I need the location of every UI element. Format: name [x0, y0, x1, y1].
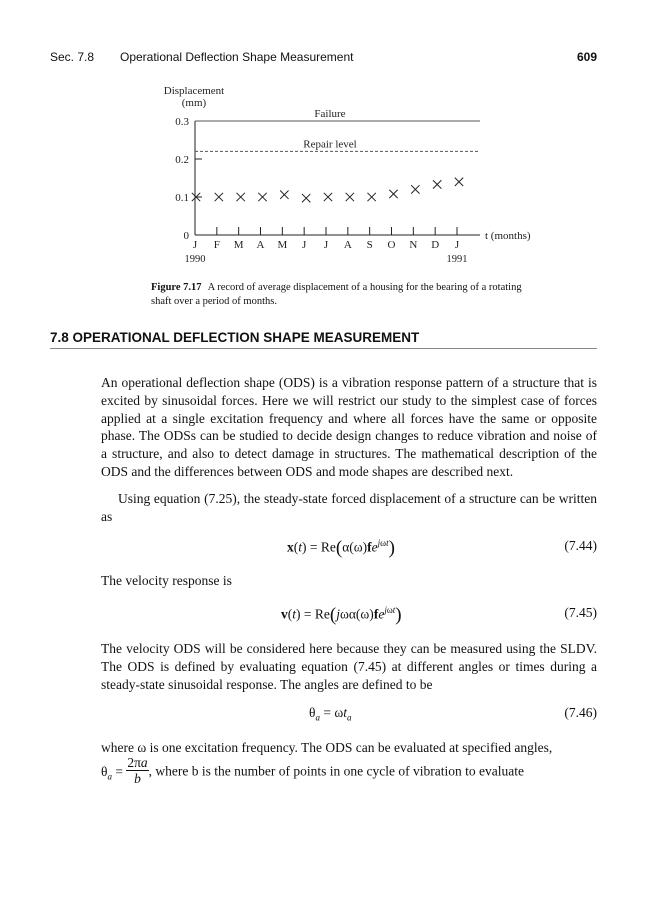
- data-point: [236, 193, 244, 201]
- equation-7-45-number: (7.45): [564, 605, 597, 620]
- x-tick-label: J: [302, 239, 307, 251]
- equation-7-46: [101, 705, 597, 727]
- paragraph-excitation-frequency: where ω is one excitation frequency. The ODS can be evaluated at specified angles,: [101, 740, 553, 755]
- page-number: 609: [576, 50, 597, 64]
- data-point: [455, 178, 463, 186]
- x-tick-label: F: [213, 239, 220, 251]
- section-number: Sec. 7.8: [50, 50, 95, 64]
- data-point: [389, 190, 397, 198]
- figure-caption: [151, 281, 531, 309]
- data-point: [411, 185, 419, 193]
- paragraph-ods-intro: An operational deflection shape (ODS) is a vibration response pattern of a structure that is excited by sinusoidal forces. Here we will restrict our study to the simplest case of forces applied at a single excitation frequency and where all forces have the same or opposite phase. The ODSs can be studied to decide design changes to reduce vibration and noise of a structure, and also to detect damage in structures. The mathematical description of the ODS and the differences between ODS and mode shapes are described next.: [101, 375, 597, 479]
- y-tick-label: 0.3: [175, 116, 189, 128]
- section-heading: 7.8 OPERATIONAL DEFLECTION SHAPE MEASUREMENT: [50, 330, 597, 349]
- running-title: Operational Deflection Shape Measurement: [120, 50, 354, 64]
- x-tick-label: J: [454, 239, 460, 251]
- y-tick-label: 0.1: [175, 192, 189, 204]
- data-point: [324, 193, 332, 201]
- data-point: [367, 193, 375, 201]
- x-tick-label: A: [256, 239, 265, 251]
- failure-label: Failure: [314, 108, 346, 120]
- year-label-1990: 1990: [184, 254, 206, 265]
- year-label-1991: 1991: [446, 254, 468, 265]
- x-tick-label: D: [431, 239, 440, 251]
- theta-a-definition: $\theta_a$ = $\frac{2\pi a}{b}$: [101, 755, 148, 786]
- y-tick-label: 0: [183, 230, 189, 242]
- paragraph-velocity-response: The velocity response is: [101, 573, 232, 588]
- equation-7-46-number: (7.46): [564, 705, 597, 720]
- data-point: [215, 193, 223, 201]
- equation-7-44-number: (7.44): [564, 538, 597, 553]
- y-tick-label: 0.2: [175, 154, 189, 166]
- equation-7-46-expression: $\theta_a = \omega t_a$: [309, 705, 352, 723]
- x-tick-label: J: [192, 239, 198, 251]
- displacement-chart: [0, 0, 647, 280]
- x-tick-label: A: [343, 239, 352, 251]
- x-tick-label: N: [409, 239, 418, 251]
- repair-level-label: Repair level: [303, 138, 357, 151]
- equation-7-45-expression: $v(t) = Re(j\omega\alpha(\omega)fe^{j\omega t})$: [281, 604, 402, 626]
- figure-label: Figure 7.17: [151, 282, 202, 293]
- x-tick-label: J: [323, 239, 329, 251]
- paragraph-velocity-ods: The velocity ODS will be considered here because they can be measured using the SLDV. The ODS is defined by evaluating equation (7.45) at different angles or times during a steady-state sinusoidal response. The angles are defined to be: [101, 641, 597, 692]
- x-tick-label: M: [277, 239, 288, 251]
- paragraph-using-equation: Using equation (7.25), the steady-state forced displacement of a structure can be written as: [101, 491, 597, 524]
- equation-7-45: [101, 605, 597, 627]
- x-tick-label: M: [233, 239, 244, 251]
- equation-7-44-expression: $x(t) = Re(\alpha(\omega)fe^{j\omega t})$: [287, 537, 395, 559]
- y-axis-label: Displacement: [163, 85, 225, 97]
- y-axis-unit: (mm): [181, 97, 207, 109]
- x-tick-label: O: [387, 239, 396, 251]
- equation-7-44: [101, 538, 597, 560]
- x-tick-label: S: [366, 239, 373, 251]
- x-axis-label: t (months): [485, 230, 531, 242]
- data-point: [433, 180, 441, 188]
- data-point: [302, 194, 310, 202]
- paragraph-angle-definition: [101, 757, 597, 788]
- angle-definition-tail: , where b is the number of points in one cycle of vibration to evaluate: [148, 763, 524, 779]
- data-point: [258, 193, 266, 201]
- figure-caption-text: A record of average displacement of a housing for the bearing of a rotating shaft over a period of months.: [151, 282, 522, 307]
- data-point: [280, 191, 288, 199]
- data-point: [346, 193, 354, 201]
